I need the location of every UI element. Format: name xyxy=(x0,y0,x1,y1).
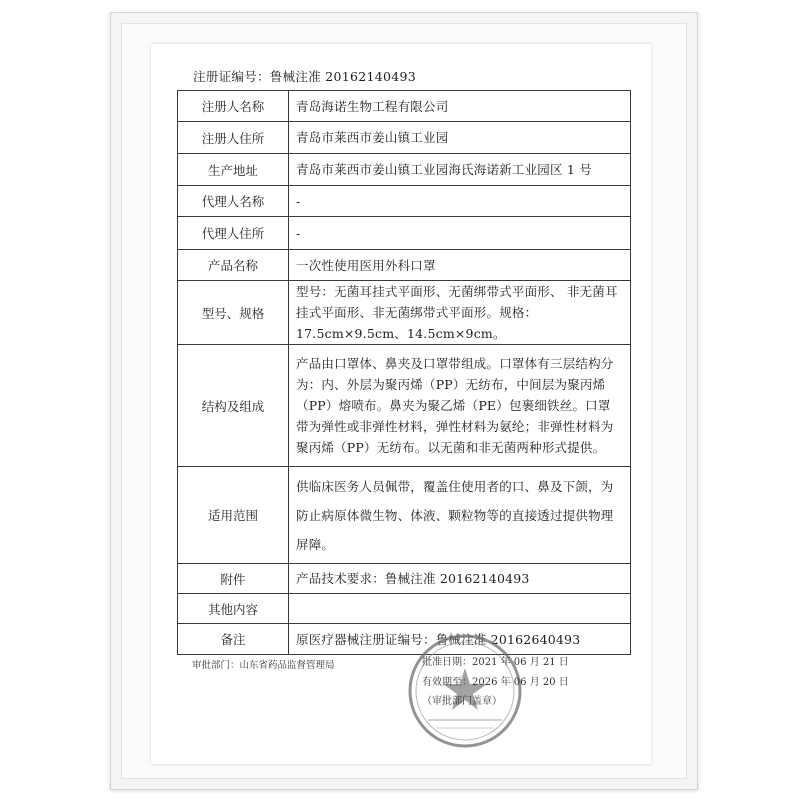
row-label: 产品名称 xyxy=(178,250,289,281)
row-label: 备注 xyxy=(178,624,289,655)
row-label: 附件 xyxy=(178,564,289,594)
table-row xyxy=(178,154,631,186)
registration-number: 注册证编号：鲁械注准 20162140493 xyxy=(193,69,417,84)
table-row xyxy=(178,467,631,564)
row-value xyxy=(289,594,631,624)
approval-date: 批准日期：2021 年 06 月 21 日 xyxy=(422,657,569,668)
approval-dates-block xyxy=(422,653,569,712)
row-label: 注册人名称 xyxy=(178,91,289,122)
row-value: 产品技术要求：鲁械注准 20162140493 xyxy=(289,564,631,594)
row-value: 型号：无菌耳挂式平面形、无菌绑带式平面形、 非无菌耳挂式平面形、非无菌绑带式平面形。规格：17.5cm×9.5cm、14.5cm×9cm。 xyxy=(289,281,631,345)
table-row xyxy=(178,122,631,154)
row-label: 结构及组成 xyxy=(178,345,289,467)
row-label: 其他内容 xyxy=(178,594,289,624)
row-value: 青岛海诺生物工程有限公司 xyxy=(289,91,631,122)
table-row xyxy=(178,345,631,467)
row-value: 青岛市莱西市姜山镇工业园 xyxy=(289,122,631,154)
row-label: 代理人住所 xyxy=(178,217,289,250)
table-row xyxy=(178,624,631,655)
table-row xyxy=(178,217,631,250)
row-value: - xyxy=(289,217,631,250)
table-row xyxy=(178,250,631,281)
row-label: 注册人住所 xyxy=(178,122,289,154)
table-row xyxy=(178,594,631,624)
seal-note: （审批部门盖章） xyxy=(422,696,502,707)
approval-department: 审批部门：山东省药品监督管理局 xyxy=(192,660,335,671)
table-row xyxy=(178,564,631,594)
row-label: 型号、规格 xyxy=(178,281,289,345)
row-value: 青岛市莱西市姜山镇工业园海氏海诺新工业园区 1 号 xyxy=(289,154,631,186)
row-value: 一次性使用医用外科口罩 xyxy=(289,250,631,281)
row-value: 原医疗器械注册证编号：鲁械注准 20162640493 xyxy=(289,624,631,655)
table-row xyxy=(178,91,631,122)
expiry-date: 有效期至：2026 年 06 月 20 日 xyxy=(422,676,569,688)
row-label: 适用范围 xyxy=(178,467,289,564)
table-row xyxy=(178,186,631,217)
row-label: 代理人名称 xyxy=(178,186,289,217)
row-value: 供临床医务人员佩带，覆盖住使用者的口、鼻及下颌，为防止病原体微生物、体液、颗粒物等的直接透过提供物理屏障。 xyxy=(289,467,631,564)
certificate-table xyxy=(177,90,631,655)
table-row xyxy=(178,281,631,345)
row-value: - xyxy=(289,186,631,217)
row-label: 生产地址 xyxy=(178,154,289,186)
row-value: 产品由口罩体、鼻夹及口罩带组成。口罩体有三层结构分为：内、外层为聚丙烯（PP）无纺布，中间层为聚丙烯（PP）熔喷布。鼻夹为聚乙烯（PE）包裹细铁丝。口罩带为弹性或非弹性材料，弹性材料为氨纶；非弹性材料为聚丙烯（PP）无纺布。以无菌和非无菌两种形式提供。 xyxy=(289,345,631,467)
